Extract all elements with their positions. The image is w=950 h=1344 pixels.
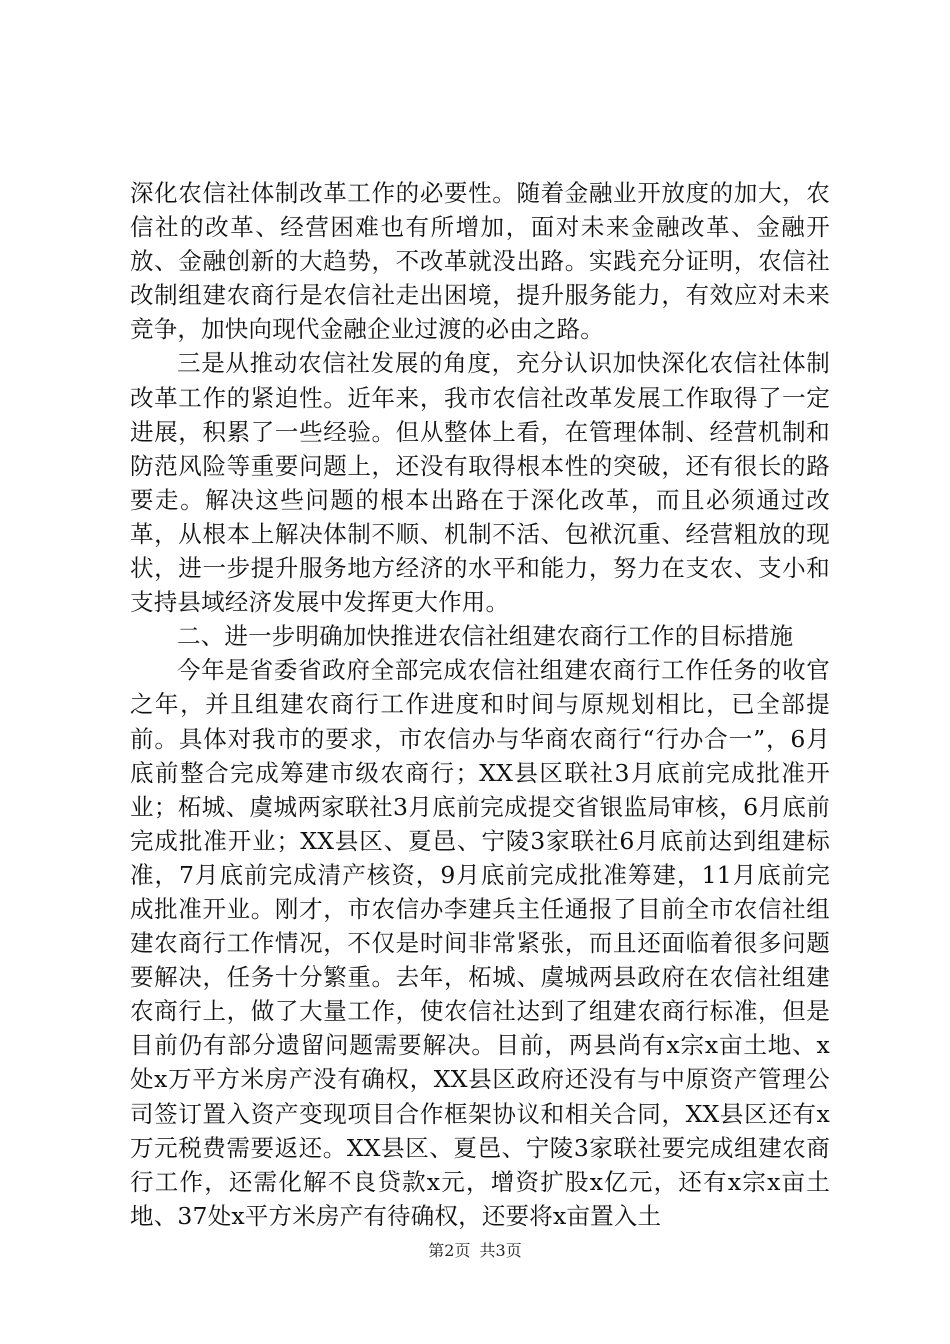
page-total: 共3页 — [479, 1241, 522, 1260]
section-heading: 二、进一步明确加快推进农信社组建农商行工作的目标措施 — [177, 622, 794, 651]
paragraph-1: 深化农信社体制改革工作的必要性。随着金融业开放度的加大，农信社的改革、经营困难也有所增加，面对未来金融改革、金融开放、金融创新的大趋势，不改革就没出路。实践充分证明，农信社改制组建农商行是农信社走出困境，提升服务能力，有效应对未来竞争，加快向现代金融企业过渡的必由之路。 — [130, 179, 830, 344]
page-number: 第2页 — [428, 1241, 471, 1260]
document-body — [130, 176, 830, 1233]
paragraph-2: 三是从推动农信社发展的角度，充分认识加快深化农信社体制改革工作的紧迫性。近年来，我市农信社改革发展工作取得了一定进展，积累了一些经验。但从整体上看，在管理体制、经营机制和防范风险等重要问题上，还没有取得根本性的突破，还有很长的路要走。解决这些问题的根本出路在于深化改革，而且必须通过改革，从根本上解决体制不顺、机制不活、包袱沉重、经营粗放的现状，进一步提升服务地方经济的水平和能力，努力在支农、支小和支持县域经济发展中发挥更大作用。 — [130, 349, 830, 617]
page-footer — [0, 1238, 950, 1261]
paragraph-3: 今年是省委省政府全部完成农信社组建农商行工作任务的收官之年，并且组建农商行工作进度和时间与原规划相比，已全部提前。具体对我市的要求，市农信办与华商农商行“行办合一”，6月底前整合完成筹建市级农商行；XX县区联社3月底前完成批准开业；柘城、虞城两家联社3月底前完成提交省银监局审核，6月底前完成批准开业；XX县区、夏邑、宁陵3家联社6月底前达到组建标准，7月底前完成清产核资，9月底前完成批准筹建，11月底前完成批准开业。刚才，市农信办李建兵主任通报了目前全市农信社组建农商行工作情况，不仅是时间非常紧张，而且还面临着很多问题要解决，任务十分繁重。去年，柘城、虞城两县政府在农信社组建农商行上，做了大量工作，使农信社达到了组建农商行标准，但是目前仍有部分遗留问题需要解决。目前，两县尚有x宗x亩土地、x处x万平方米房产没有确权，XX县区政府还没有与中原资产管理公司签订置入资产变现项目合作框架协议和相关合同，XX县区还有x万元税费需要返还。XX县区、夏邑、宁陵3家联社要完成组建农商行工作，还需化解不良贷款x元，增资扩股x亿元，还有x宗x亩土地、37处x平方米房产有待确权，还要将x亩置入土 — [130, 656, 830, 1230]
